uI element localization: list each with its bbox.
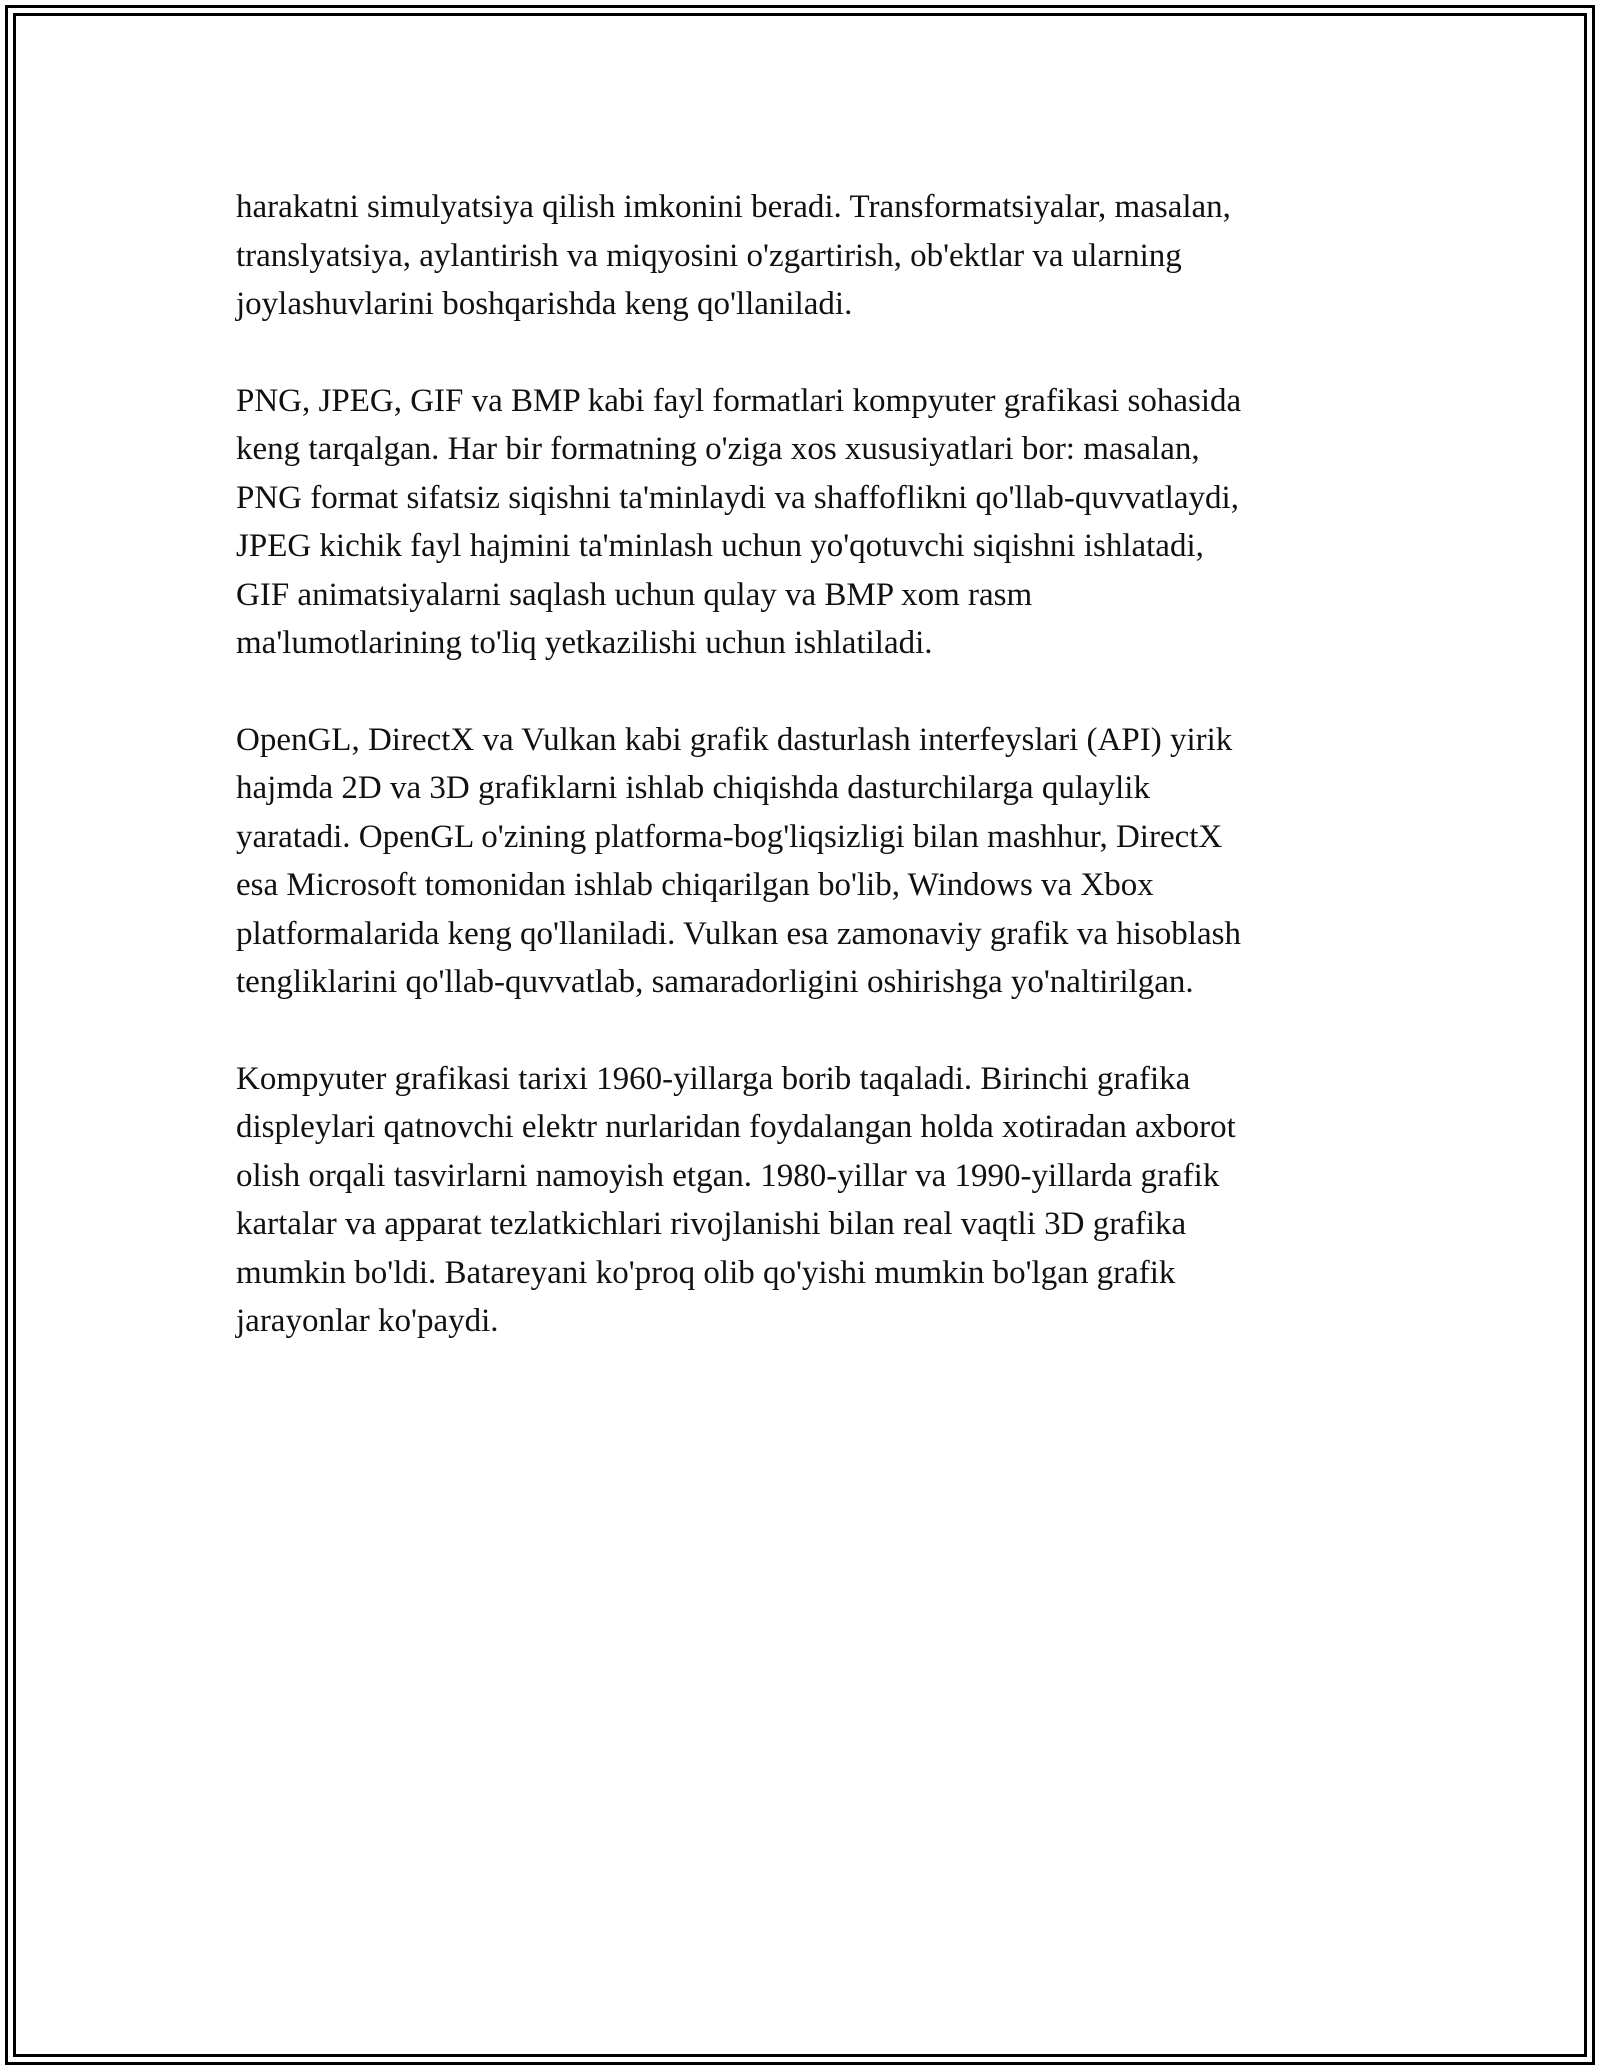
text-line: Kompyuter grafikasi tarixi 1960-yillarga borib taqaladi. Birinchi grafika <box>236 1060 1191 1097</box>
text-line: hajmda 2D va 3D grafiklarni ishlab chiqishda dasturchilarga qulaylik <box>236 770 1150 806</box>
text-line: ma'lumotlarining to'liq yetkazilishi uchun ishlatiladi. <box>236 625 933 661</box>
text-line: PNG, JPEG, GIF va BMP kabi fayl formatlari kompyuter grafikasi sohasida <box>236 382 1242 419</box>
text-line: translyatsiya, aylantirish va miqyosini o'zgartirish, ob'ektlar va ularning <box>236 237 1182 274</box>
text-line: kartalar va apparat tezlatkichlari rivojlanishi bilan real vaqtli 3D grafika <box>236 1206 1187 1242</box>
document-body <box>236 183 1366 1394</box>
text-line: PNG format sifatsiz siqishni ta'minlaydi va shaffoflikni qo'llab-quvvatlaydi, <box>236 479 1239 516</box>
text-line: esa Microsoft tomonidan ishlab chiqarilgan bo'lib, Windows va Xbox <box>236 867 1154 903</box>
text-line: GIF animatsiyalarni saqlash uchun qulay va BMP xom rasm <box>236 576 1033 613</box>
paragraph-history <box>236 1055 1366 1346</box>
text-line: JPEG kichik fayl hajmini ta'minlash uchun yo'qotuvchi siqishni ishlatadi, <box>236 528 1204 564</box>
paragraph-transformations <box>236 183 1366 329</box>
text-line: yaratadi. OpenGL o'zining platforma-bog'liqsizligi bilan mashhur, DirectX <box>236 818 1223 855</box>
text-line: joylashuvlarini boshqarishda keng qo'llaniladi. <box>236 286 853 322</box>
paragraph-graphics-apis <box>236 716 1366 1007</box>
text-line: tengliklarini qo'llab-quvvatlab, samaradorligini oshirishga yo'naltirilgan. <box>236 964 1194 1000</box>
text-line: mumkin bo'ldi. Batareyani ko'proq olib qo'yishi mumkin bo'lgan grafik <box>236 1254 1176 1291</box>
text-line: keng tarqalgan. Har bir formatning o'ziga xos xususiyatlari bor: masalan, <box>236 431 1200 467</box>
text-line: OpenGL, DirectX va Vulkan kabi grafik dasturlash interfeyslari (API) yirik <box>236 721 1233 758</box>
paragraph-file-formats <box>236 377 1366 668</box>
text-line: platformalarida keng qo'llaniladi. Vulkan esa zamonaviy grafik va hisoblash <box>236 915 1241 952</box>
text-line: olish orqali tasvirlarni namoyish etgan. 1980-yillar va 1990-yillarda grafik <box>236 1157 1220 1194</box>
text-line: jarayonlar ko'paydi. <box>236 1303 499 1339</box>
text-line: harakatni simulyatsiya qilish imkonini beradi. Transformatsiyalar, masalan, <box>236 189 1231 225</box>
text-line: displeylari qatnovchi elektr nurlaridan foydalangan holda xotiradan axborot <box>236 1109 1236 1145</box>
